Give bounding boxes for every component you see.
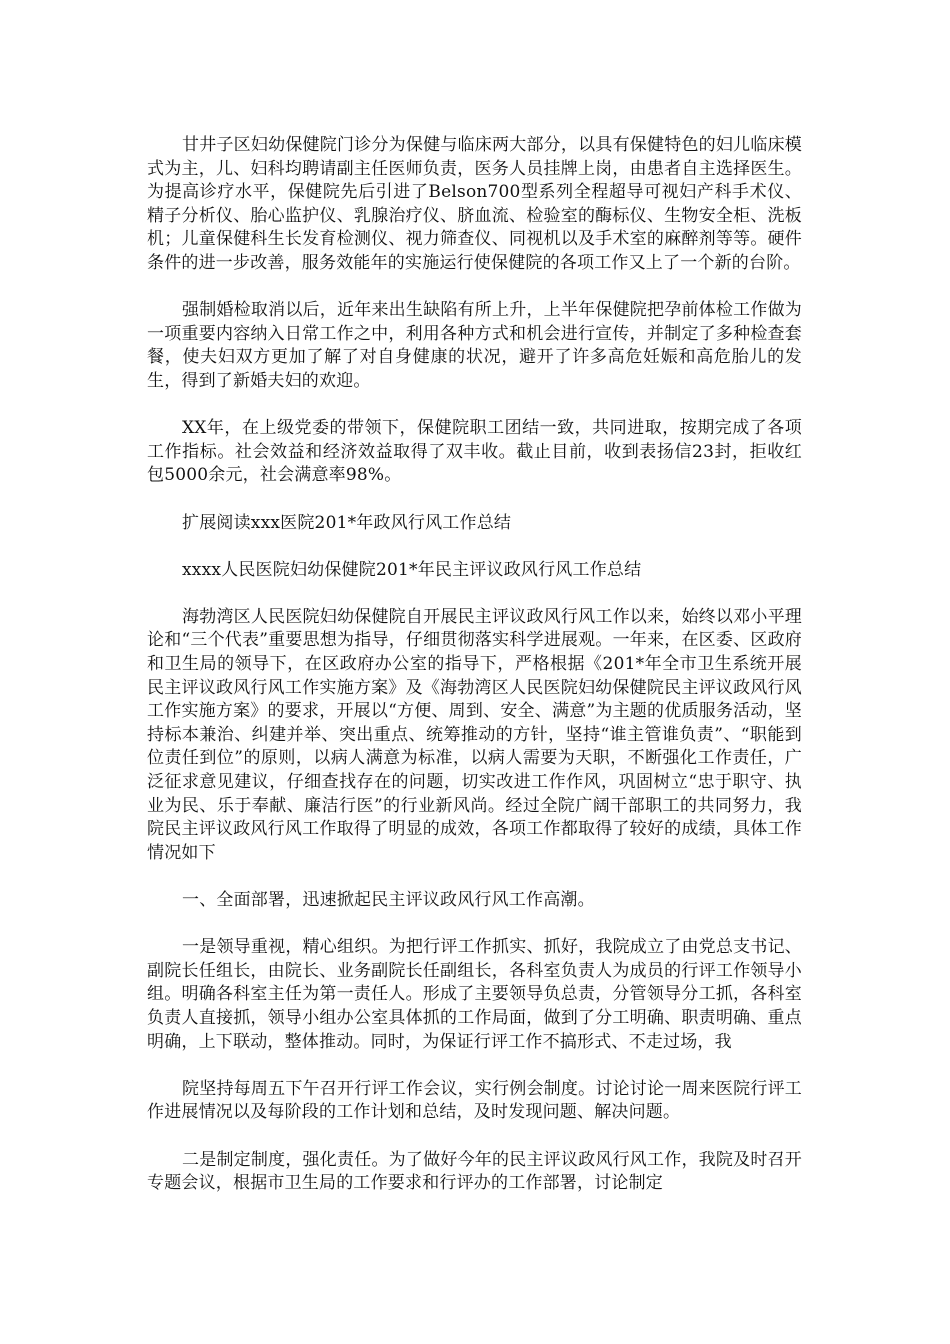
- paragraph-clinic-overview: 甘井子区妇幼保健院门诊分为保健与临床两大部分，以具有保健特色的妇儿临床模式为主，儿、妇科均聘请副主任医师负责，医务人员挂牌上岗，由患者自主选择医生。为提高诊疗水平，保健院先后引进了Belson700型系列全程超导可视妇产科手术仪、精子分析仪、胎心监护仪、乳腺治疗仪、脐血流、检验室的酶标仪、生物安全柜、洗板机；儿童保健科生长发育检测仪、视力筛查仪、同视机以及手术室的麻醉剂等等。硬件条件的进一步改善，服务效能年的实施运行使保健院的各项工作又上了一个新的台阶。: [147, 135, 802, 273]
- paragraph-section-one-heading: 一、全面部署，迅速掀起民主评议政风行风工作高潮。: [182, 890, 595, 910]
- paragraph-extended-reading-title: 扩展阅读xxx医院201*年政风行风工作总结: [182, 512, 512, 533]
- paragraph-leadership: 一是领导重视，精心组织。为把行评工作抓实、抓好，我院成立了由党总支书记、副院长任组长，由院长、业务副院长任副组长，各科室负责人为成员的行评工作领导小组。明确各科室主任为第一责任人。形成了主要领导负总责，分管领导分工抓，各科室负责人直接抓，领导小组办公室具体抓的工作局面，做到了分工明确、职责明确、重点明确，上下联动，整体推动。同时，为保证行评工作不搞形式、不走过场，我: [147, 937, 802, 1052]
- paragraph-report-title: xxxx人民医院妇幼保健院201*年民主评议政风行风工作总结: [182, 559, 642, 580]
- paragraph-rules-responsibility: 二是制定制度，强化责任。为了做好今年的民主评议政风行风工作，我院及时召开专题会议，根据市卫生局的工作要求和行评办的工作部署，讨论制定: [147, 1149, 802, 1194]
- paragraph-weekly-meetings: 院坚持每周五下午召开行评工作会议，实行例会制度。讨论讨论一周来医院行评工作进展情况以及每阶段的工作计划和总结，及时发现问题、解决问题。: [147, 1078, 802, 1123]
- document-body: [147, 134, 802, 1196]
- paragraph-premarital-checkup: 强制婚检取消以后，近年来出生缺陷有所上升，上半年保健院把孕前体检工作做为一项重要内容纳入日常工作之中，利用各种方式和机会进行宣传，并制定了多种检查套餐，使夫妇双方更加了解了对自身健康的状况，避开了许多高危妊娠和高危胎儿的发生，得到了新婚夫妇的欢迎。: [147, 300, 802, 391]
- paragraph-report-intro: 海勃湾区人民医院妇幼保健院自开展民主评议政风行风工作以来，始终以邓小平理论和“三个代表”重要思想为指导，仔细贯彻落实科学进展观。一年来，在区委、区政府和卫生局的领导下，在区政府办公室的指导下，严格根据《201*年全市卫生系统开展民主评议政风行风工作实施方案》及《海勃湾区人民医院妇幼保健院民主评议政风行风工作实施方案》的要求，开展以“方便、周到、安全、满意”为主题的优质服务活动，坚持标本兼治、纠建并举、突出重点、统筹推动的方针，坚持“谁主管谁负责”、“职能到位责任到位”的原则，以病人满意为标准，以病人需要为天职，不断强化工作责任，广泛征求意见建议，仔细查找存在的问题，切实改进工作作风，巩固树立“忠于职守、执业为民、乐于奉献、廉洁行医”的行业新风尚。经过全院广阔干部职工的共同努力，我院民主评议政风行风工作取得了明显的成效，各项工作都取得了较好的成绩，具体工作情况如下: [147, 606, 802, 863]
- paragraph-annual-results: XX年，在上级党委的带领下，保健院职工团结一致，共同进取，按期完成了各项工作指标。社会效益和经济效益取得了双丰收。截止目前，收到表扬信23封，拒收红包5000余元，社会满意率98%。: [147, 418, 802, 486]
